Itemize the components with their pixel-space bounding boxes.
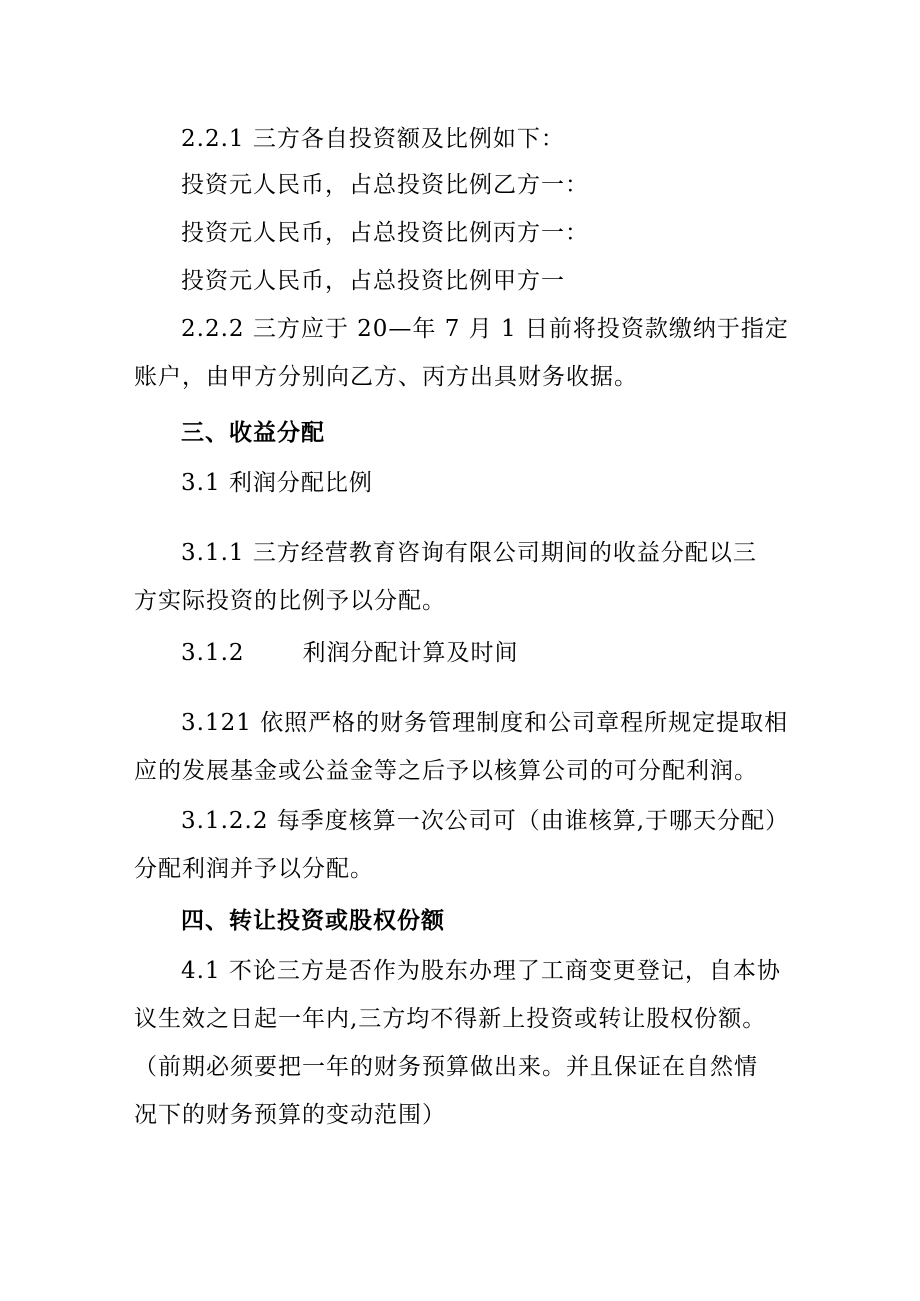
clause-2-2-2-continued: 账户，由甲方分别向乙方、丙方出具财务收据。 [134, 364, 638, 390]
clause-2-2-1: 2.2.1 三方各自投资额及比例如下： [181, 126, 565, 152]
clause-3-1-1-continued: 方实际投资的比例予以分配。 [134, 588, 446, 614]
investment-line-party-c: 投资元人民币，占总投资比例丙方一： [181, 220, 589, 246]
clause-3-1-2-title: 利润分配计算及时间 [302, 640, 519, 666]
clause-2-2-2: 2.2.2 三方应于 20—年 7 月 1 日前将投资款缴纳于指定 [181, 316, 789, 342]
investment-line-party-b: 投资元人民币，占总投资比例乙方一： [181, 172, 589, 198]
clause-4-1-continued: 议生效之日起一年内,三方均不得新上投资或转让股权份额。 [134, 1006, 767, 1032]
note-line-1: （前期必须要把一年的财务预算做出来。并且保证在自然情 [134, 1054, 758, 1080]
clause-4-1: 4.1 不论三方是否作为股东办理了工商变更登记，自本协 [181, 958, 781, 984]
note-line-2: 况下的财务预算的变动范围） [134, 1102, 446, 1128]
clause-3-1-2-1: 3.121 依照严格的财务管理制度和公司章程所规定提取相 [181, 710, 789, 736]
investment-line-party-a: 投资元人民币，占总投资比例甲方一 [181, 268, 565, 294]
clause-3-1-2-2: 3.1.2.2 每季度核算一次公司可（由谁核算,于哪天分配） [181, 808, 790, 834]
clause-3-1-2-1-continued: 应的发展基金或公益金等之后予以核算公司的可分配利润。 [134, 758, 758, 784]
clause-3-1-2-2-continued: 分配利润并予以分配。 [134, 856, 374, 882]
clause-3-1: 3.1 利润分配比例 [181, 470, 373, 496]
section-heading-3: 三、收益分配 [181, 419, 325, 446]
clause-3-1-2 [181, 638, 519, 668]
clause-3-1-1: 3.1.1 三方经营教育咨询有限公司期间的收益分配以三 [181, 540, 757, 566]
section-heading-4: 四、转让投资或股权份额 [181, 907, 445, 934]
clause-3-1-2-number: 3.1.2 [181, 640, 245, 666]
